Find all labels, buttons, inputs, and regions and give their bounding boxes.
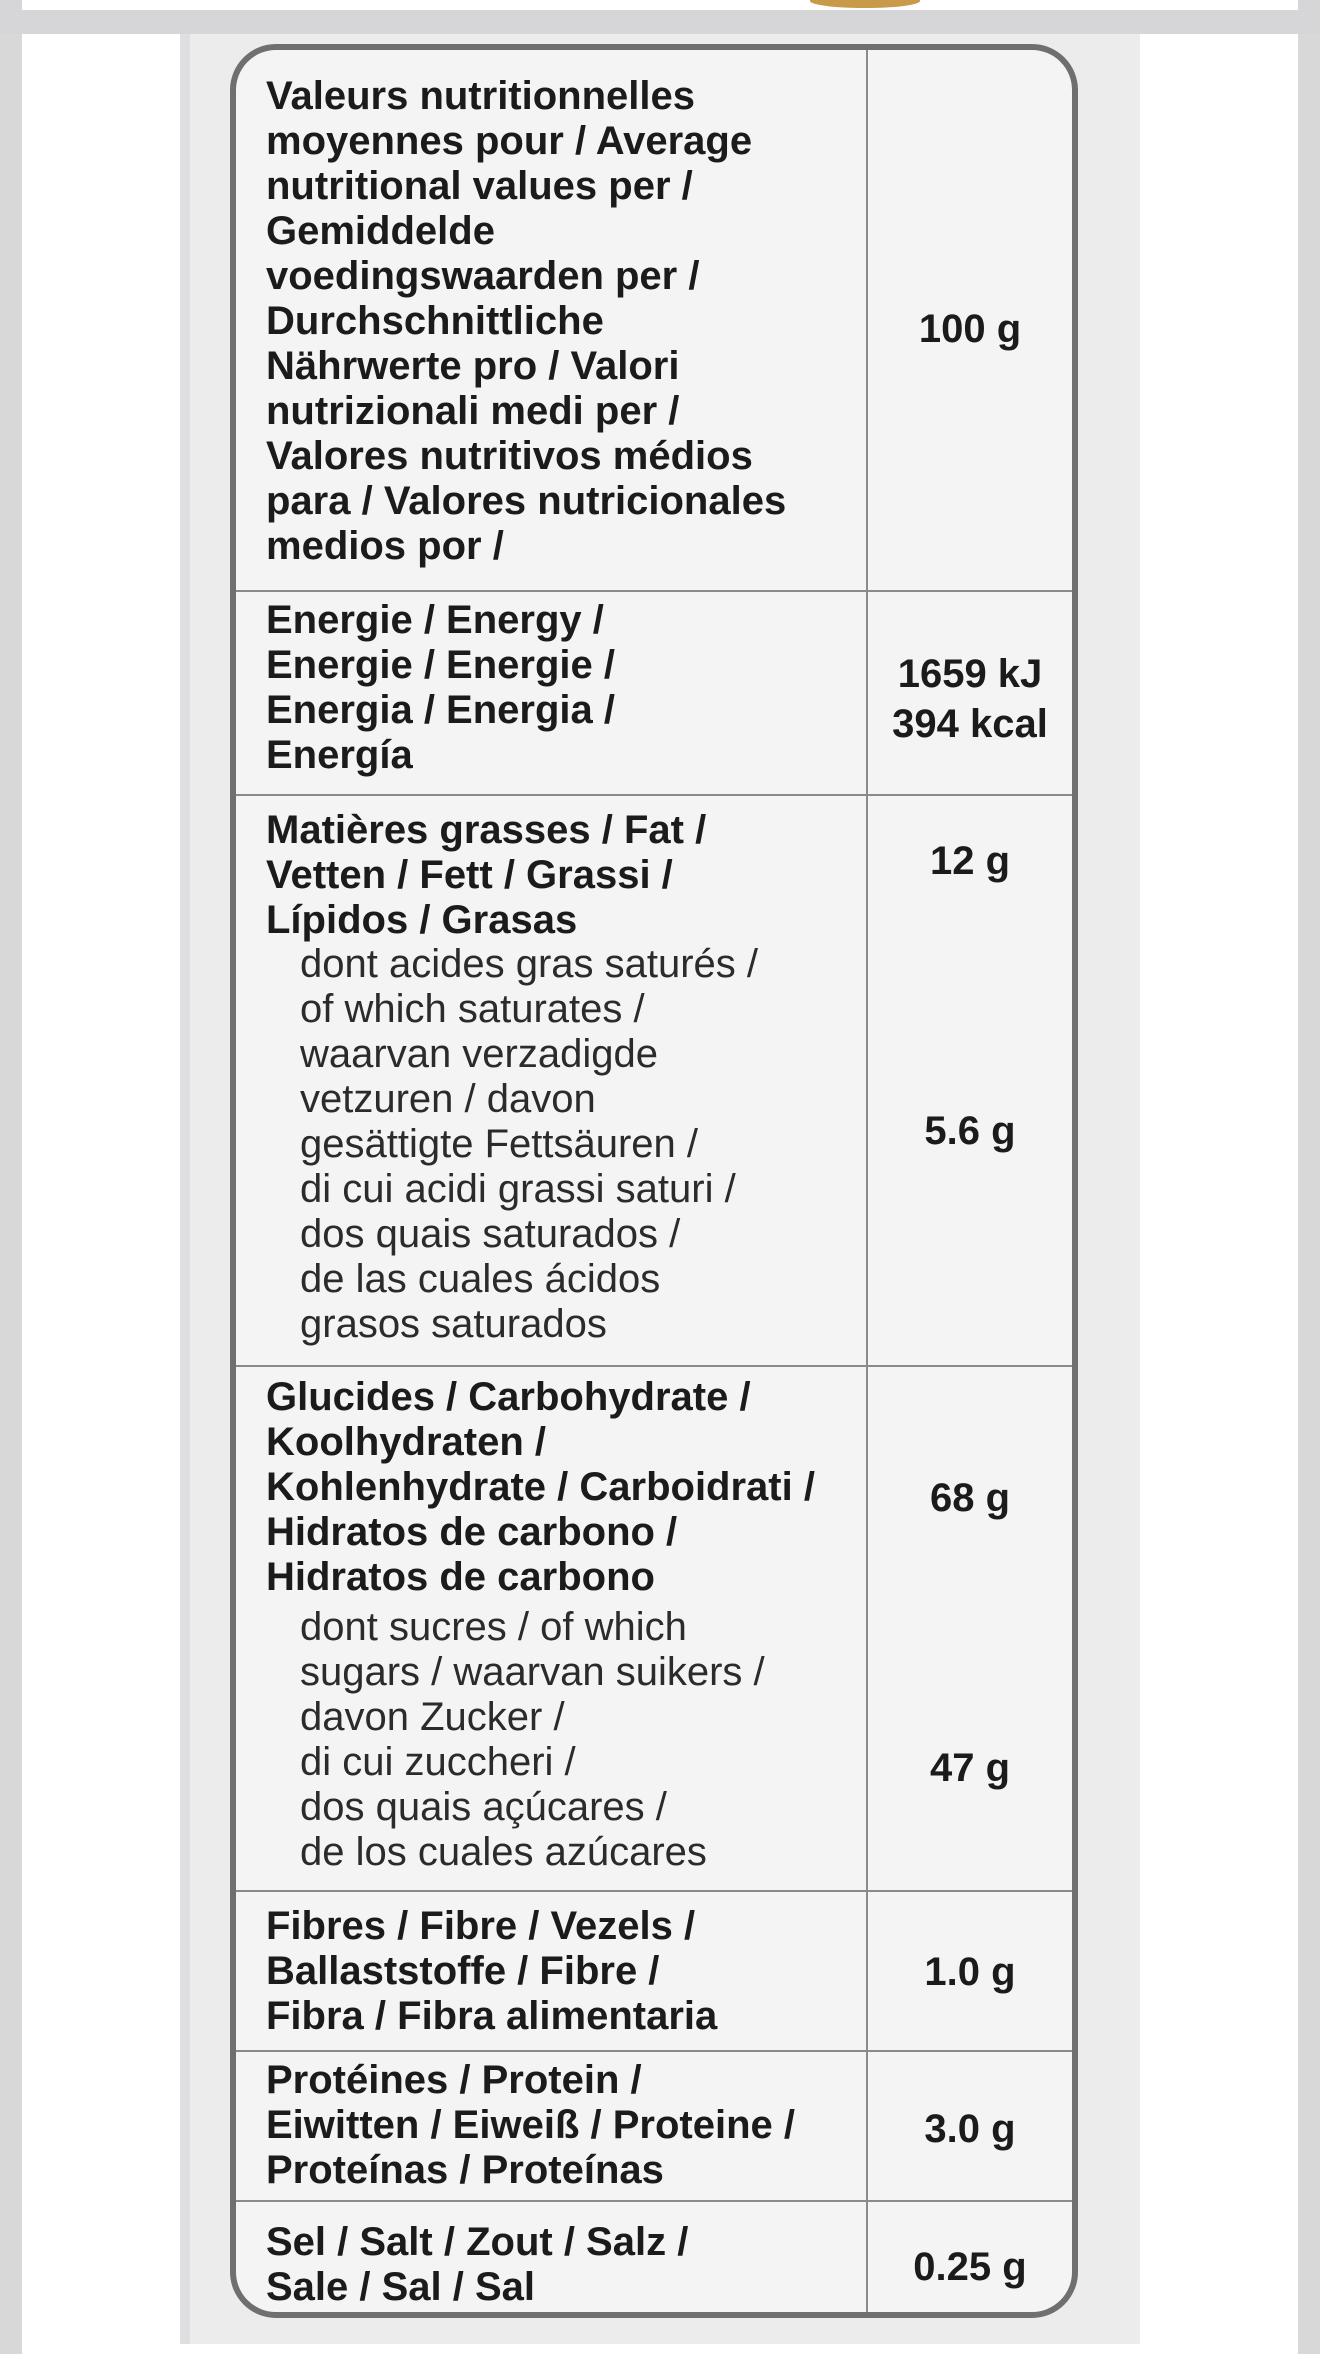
fat-value: 12 g bbox=[929, 839, 1011, 883]
table-row-fat bbox=[236, 796, 1072, 1367]
fat-label: Matières grasses / Fat / Vetten / Fett / Grassi / Lípidos / Grasas bbox=[266, 808, 707, 942]
sugars-value: 47 g bbox=[929, 1746, 1011, 1790]
table-row-protein bbox=[236, 2052, 1072, 2202]
protein-label: Protéines / Protein / Eiwitten / Eiweiß / Proteine / Proteínas / Proteínas bbox=[266, 2058, 795, 2192]
saturates-label: dont acides gras saturés / of which saturates / waarvan verzadigde vetzuren / davon gesättigte Fettsäuren / di cui acidi grassi saturi / dos quais saturados / de las cuales ácidos grasos saturados bbox=[300, 942, 759, 1346]
top-image-edge bbox=[22, 0, 1298, 10]
table-row-salt bbox=[236, 2202, 1072, 2318]
header-value: 100 g bbox=[918, 307, 1022, 351]
carbohydrate-label: Glucides / Carbohydrate / Koolhydraten / Kohlenhydrate / Carboidrati / Hidratos de carbono / Hidratos de carbono bbox=[266, 1375, 815, 1599]
table-row-energy bbox=[236, 592, 1072, 796]
carbohydrate-value: 68 g bbox=[929, 1476, 1011, 1520]
fibre-label: Fibres / Fibre / Vezels / Ballaststoffe / Fibre / Fibra / Fibra alimentaria bbox=[266, 1904, 718, 2038]
sugars-label: dont sucres / of which sugars / waarvan suikers / davon Zucker / di cui zuccheri / dos quais açúcares / de los cuales azúcares bbox=[300, 1605, 765, 1874]
header-label: Valeurs nutritionnelles moyennes pour / Average nutritional values per / Gemiddelde voedingswaarden per / Durchschnittliche Nährwerte pro / Valori nutrizionali medi per / Valores nutritivos médios para / Valores nutricionales medios por / bbox=[266, 74, 787, 568]
nutrition-facts-table bbox=[230, 44, 1078, 2318]
table-row-header bbox=[236, 50, 1072, 592]
package-edge bbox=[180, 34, 190, 2344]
top-strip bbox=[0, 0, 1320, 34]
saturates-value: 5.6 g bbox=[924, 1109, 1016, 1153]
fibre-value: 1.0 g bbox=[924, 1950, 1016, 1994]
table-row-carbohydrate bbox=[236, 1367, 1072, 1892]
energy-label: Energie / Energy / Energie / Energie / Energia / Energia / Energía bbox=[266, 598, 616, 777]
salt-label: Sel / Salt / Zout / Salz / Sale / Sal / Sal bbox=[266, 2220, 689, 2309]
salt-value: 0.25 g bbox=[913, 2245, 1027, 2289]
table-row-fibre bbox=[236, 1892, 1072, 2052]
protein-value: 3.0 g bbox=[924, 2107, 1016, 2151]
energy-value: 1659 kJ 394 kcal bbox=[892, 652, 1048, 746]
